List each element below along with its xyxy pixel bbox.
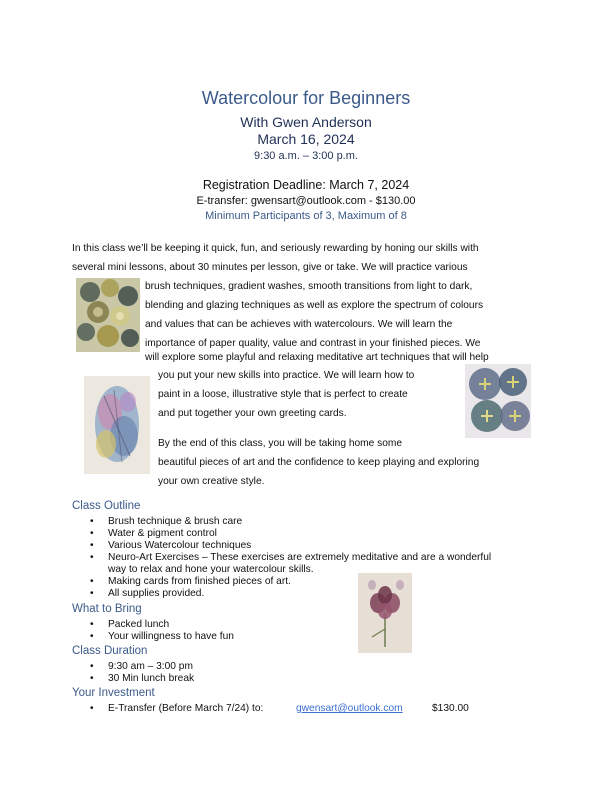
investment-price: $130.00	[432, 703, 469, 714]
intro-line: you put your new skills into practice. We will learn how to	[158, 370, 415, 381]
intro-line: will explore some playful and relaxing meditative art techniques that will help	[145, 352, 489, 363]
etransfer-info: E-transfer: gwensart@outlook.com - $130.00	[196, 195, 416, 207]
artwork-circles-image	[465, 364, 531, 438]
registration-deadline: Registration Deadline: March 7, 2024	[202, 178, 410, 192]
closing-line: your own creative style.	[158, 476, 265, 487]
list-item: • Your willingness to have fun	[90, 631, 234, 642]
artwork-bubbles-image	[76, 278, 140, 352]
participant-limits: Minimum Participants of 3, Maximum of 8	[205, 210, 407, 222]
artwork-abstract-image	[84, 376, 150, 474]
list-item: • Making cards from finished pieces of art.	[90, 576, 291, 587]
class-time: 9:30 a.m. – 3:00 p.m.	[254, 150, 358, 162]
intro-line: and put together your own greeting cards.	[158, 408, 347, 419]
list-item: • Various Watercolour techniques	[90, 540, 252, 551]
closing-line: beautiful pieces of art and the confidence to keep playing and exploring	[158, 457, 480, 468]
closing-line: By the end of this class, you will be taking home some	[158, 438, 403, 449]
what-to-bring-heading: What to Bring	[72, 603, 142, 615]
intro-line: importance of paper quality, value and contrast in your finished pieces. We	[145, 338, 481, 349]
class-duration-list	[72, 661, 194, 685]
class-duration-heading: Class Duration	[72, 645, 148, 657]
email-link[interactable]: gwensart@outlook.com	[296, 703, 403, 714]
intro-line: brush techniques, gradient washes, smooth transitions from light to dark,	[145, 281, 473, 292]
list-item: • Packed lunch	[90, 619, 170, 630]
investment-bullet: •	[90, 703, 94, 714]
list-item: • 9:30 am – 3:00 pm	[90, 661, 193, 672]
page-title: Watercolour for Beginners	[201, 88, 411, 108]
list-item: • Water & pigment control	[90, 528, 217, 539]
list-item: • Neuro-Art Exercises – These exercises are extremely meditative and are a wonderful way to relax and hone your watercolour skills.	[90, 552, 492, 575]
instructor-line: With Gwen Anderson	[240, 114, 372, 130]
what-to-bring-list	[72, 619, 234, 643]
class-date: March 16, 2024	[257, 131, 355, 147]
intro-line: and values that can be achieves with watercolours. We will learn the	[145, 319, 453, 330]
class-outline-heading: Class Outline	[72, 500, 141, 512]
intro-line: several mini lessons, about 30 minutes per lesson, give or take. We will practice various	[72, 262, 468, 273]
investment-label: E-Transfer (Before March 7/24) to:	[108, 703, 264, 714]
list-item: • 30 Min lunch break	[90, 673, 195, 684]
investment-heading: Your Investment	[72, 687, 155, 699]
list-item: • Brush technique & brush care	[90, 516, 243, 527]
class-outline-list	[72, 516, 491, 600]
intro-line: blending and glazing techniques as well as explore the spectrum of colours	[145, 300, 484, 311]
intro-line: paint in a loose, illustrative style that is perfect to create	[158, 389, 408, 400]
list-item: • All supplies provided.	[90, 588, 205, 599]
intro-line: In this class we’ll be keeping it quick, fun, and seriously rewarding by honing our skills with	[72, 243, 479, 254]
